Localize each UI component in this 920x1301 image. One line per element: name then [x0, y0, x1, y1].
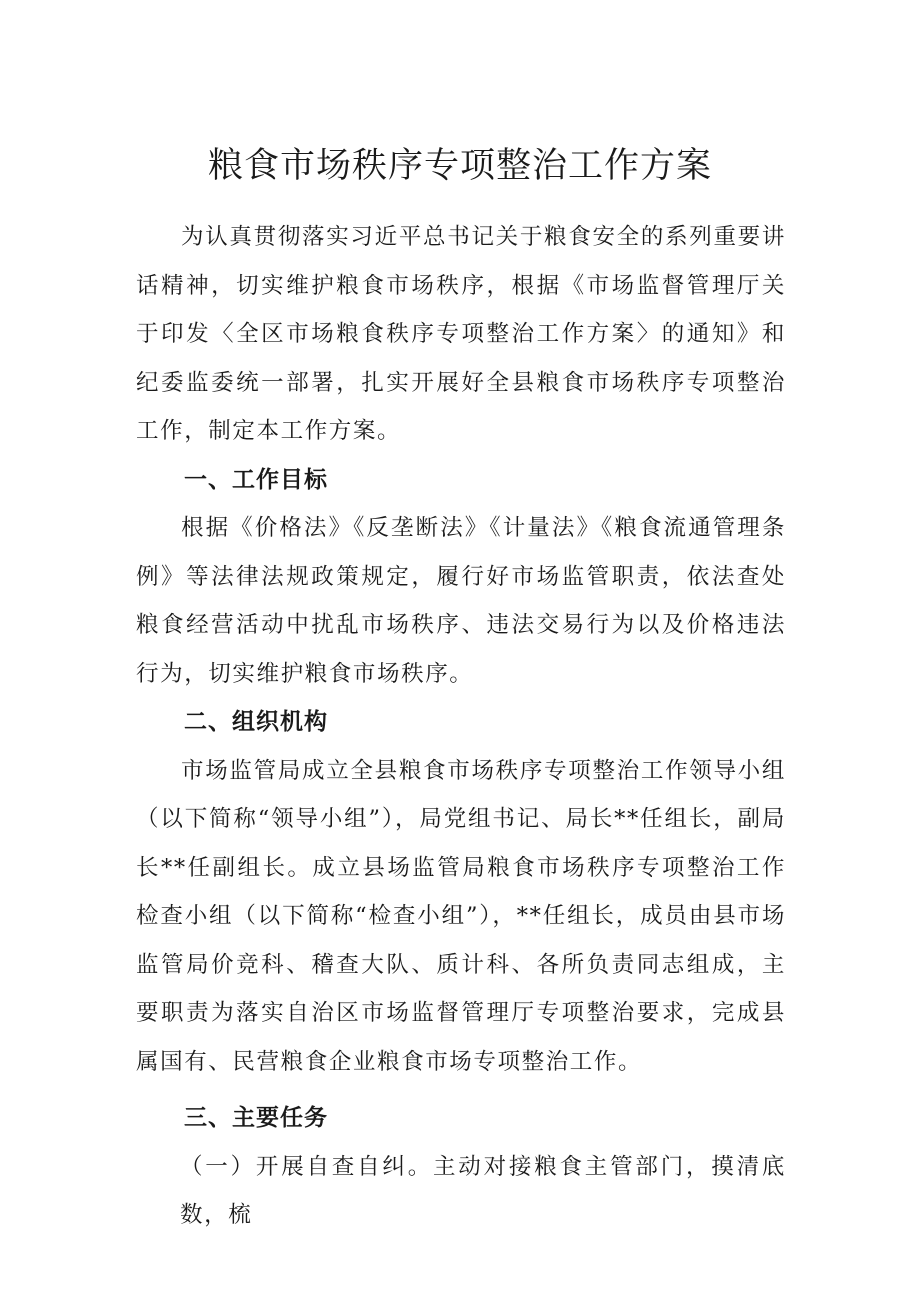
section-heading-organization: 二、组织机构	[184, 709, 328, 735]
section-body-goals: 根据《价格法》《反垄断法》《计量法》《粮食流通管理条例》等法律法规政策规定，履行好市场监管职责，依法查处粮食经营活动中扰乱市场秩序、违法交易行为以及价格违法行为，切实维护粮食市场秩序。	[136, 515, 786, 687]
intro-paragraph: 为认真贯彻落实习近平总书记关于粮食安全的系列重要讲话精神，切实维护粮食市场秩序，根据《市场监督管理厅关于印发〈全区市场粮食秩序专项整治工作方案〉的通知》和纪委监委统一部署，扎实开展好全县粮食市场秩序专项整治工作，制定本工作方案。	[136, 224, 786, 444]
section-heading-goals: 一、工作目标	[184, 466, 328, 493]
section-body-organization: 市场监管局成立全县粮食市场秩序专项整治工作领导小组（以下简称“领导小组”），局党组书记、局长**任组长，副局长**任副组长。成立县场监管局粮食市场秩序专项整治工作检查小组（以下简称“检查小组”），**任组长，成员由县市场监管局价竞科、稽查大队、质计科、各所负责同志组成，主要职责为落实自治区市场监督管理厅专项整治要求，完成县属国有、民营粮食企业粮食市场专项整治工作。	[136, 757, 786, 1075]
section-heading-tasks: 三、主要任务	[184, 1105, 328, 1131]
document-body	[136, 213, 786, 1240]
section-body-tasks: （一）开展自查自纠。主动对接粮食主管部门，摸清底数，梳	[180, 1153, 786, 1228]
document-title: 粮食市场秩序专项整治工作方案	[207, 146, 712, 186]
